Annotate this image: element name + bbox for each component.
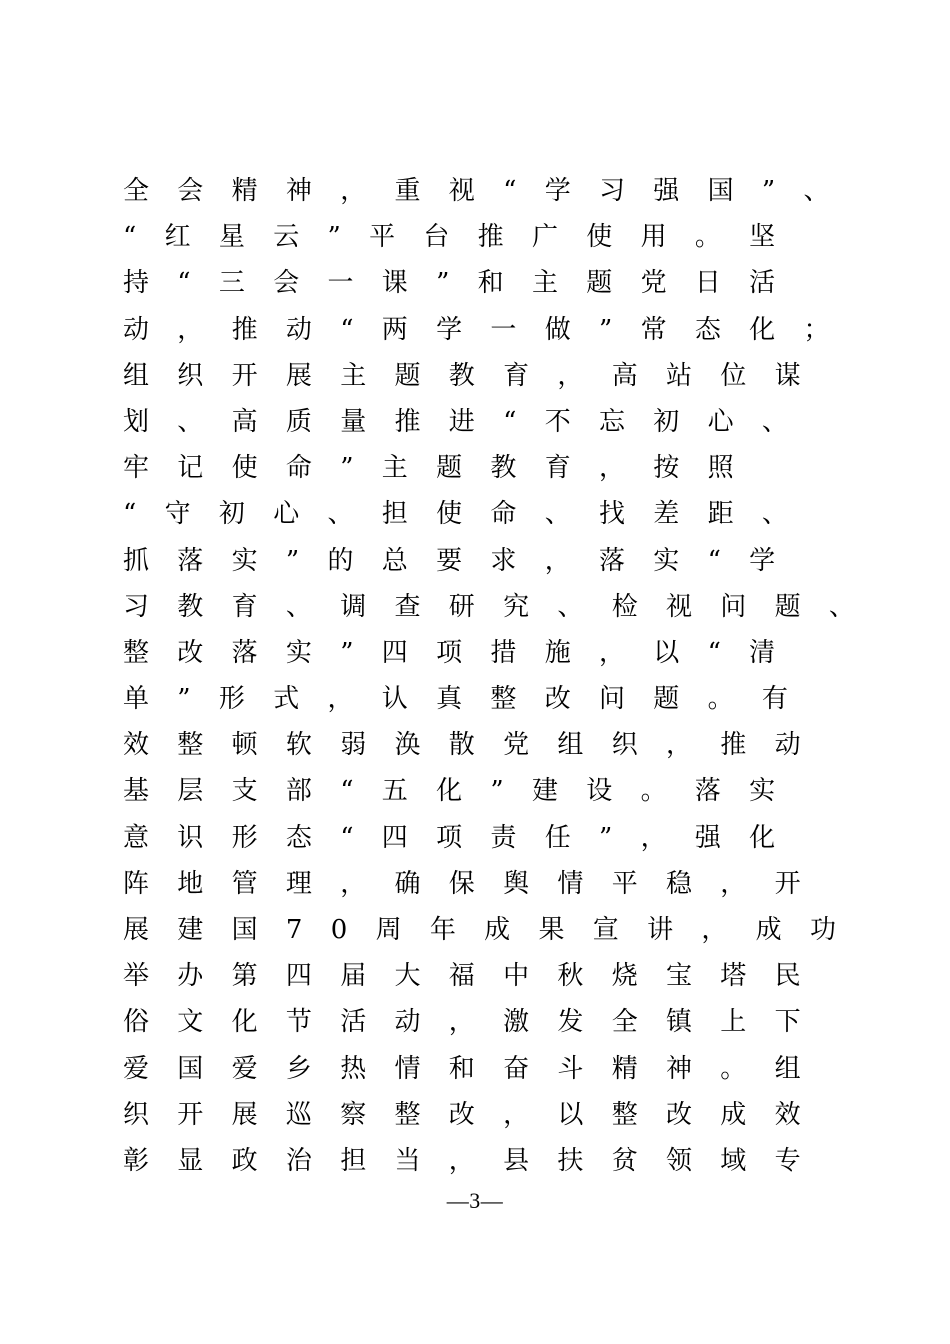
text-line xyxy=(123,1092,853,1138)
line-text: 组织开展主题教育，高站位谋 xyxy=(123,360,829,391)
text-line xyxy=(123,907,865,953)
text-line xyxy=(123,861,853,907)
line-text: 整改落实”四项措施，以“清 xyxy=(123,637,804,668)
line-text: 划、高质量推进“不忘初心、 xyxy=(123,406,817,437)
text-line xyxy=(123,1138,853,1184)
line-text: “红星云”平台推广使用。坚 xyxy=(123,222,804,253)
text-line xyxy=(123,538,853,584)
text-line xyxy=(123,630,853,676)
line-text: 基层支部“五化”建设。落实 xyxy=(123,776,804,807)
text-line xyxy=(123,399,853,445)
text-line xyxy=(123,168,858,214)
text-line xyxy=(123,260,853,306)
body-text xyxy=(123,168,884,1184)
line-text: 持“三会一课”和主题党日活 xyxy=(123,268,804,299)
text-line xyxy=(123,676,853,722)
line-text: 动，推动“两学一做”常态化； xyxy=(123,314,858,345)
line-text: 效整顿软弱涣散党组织，推动 xyxy=(123,730,829,761)
text-line xyxy=(123,307,858,353)
text-line xyxy=(123,953,853,999)
line-text: 展建国70周年成果宣讲，成功 xyxy=(123,915,865,945)
text-line xyxy=(123,445,853,491)
line-text: 意识形态“四项责任”，强化 xyxy=(123,822,804,853)
line-text: 单”形式，认真整改问题。有 xyxy=(123,684,817,715)
text-line xyxy=(123,815,853,861)
text-line xyxy=(123,584,884,630)
text-line xyxy=(123,722,853,768)
text-line xyxy=(123,1046,853,1092)
text-line xyxy=(123,491,853,537)
text-line xyxy=(123,214,853,260)
line-text: 牢记使命”主题教育，按照 xyxy=(123,453,762,484)
line-text: 织开展巡察整改，以整改成效 xyxy=(123,1099,829,1130)
line-text: 爱国爱乡热情和奋斗精神。组 xyxy=(123,1053,829,1084)
line-text: 全会精神，重视“学习强国”、 xyxy=(123,176,858,206)
text-line xyxy=(123,353,853,399)
line-text: “守初心、担使命、找差距、 xyxy=(123,499,817,530)
line-text: 抓落实”的总要求，落实“学 xyxy=(123,545,804,576)
page-number: —3— xyxy=(446,1188,504,1213)
text-line xyxy=(123,768,853,814)
line-text: 举办第四届大福中秋烧宝塔民 xyxy=(123,961,829,992)
text-line xyxy=(123,999,853,1045)
line-text: 俗文化节活动，激发全镇上下 xyxy=(123,1007,829,1038)
line-text: 阵地管理，确保舆情平稳，开 xyxy=(123,868,829,899)
line-text: 彰显政治担当，县扶贫领域专 xyxy=(123,1145,829,1176)
line-text: 习教育、调查研究、检视问题、 xyxy=(123,591,884,622)
